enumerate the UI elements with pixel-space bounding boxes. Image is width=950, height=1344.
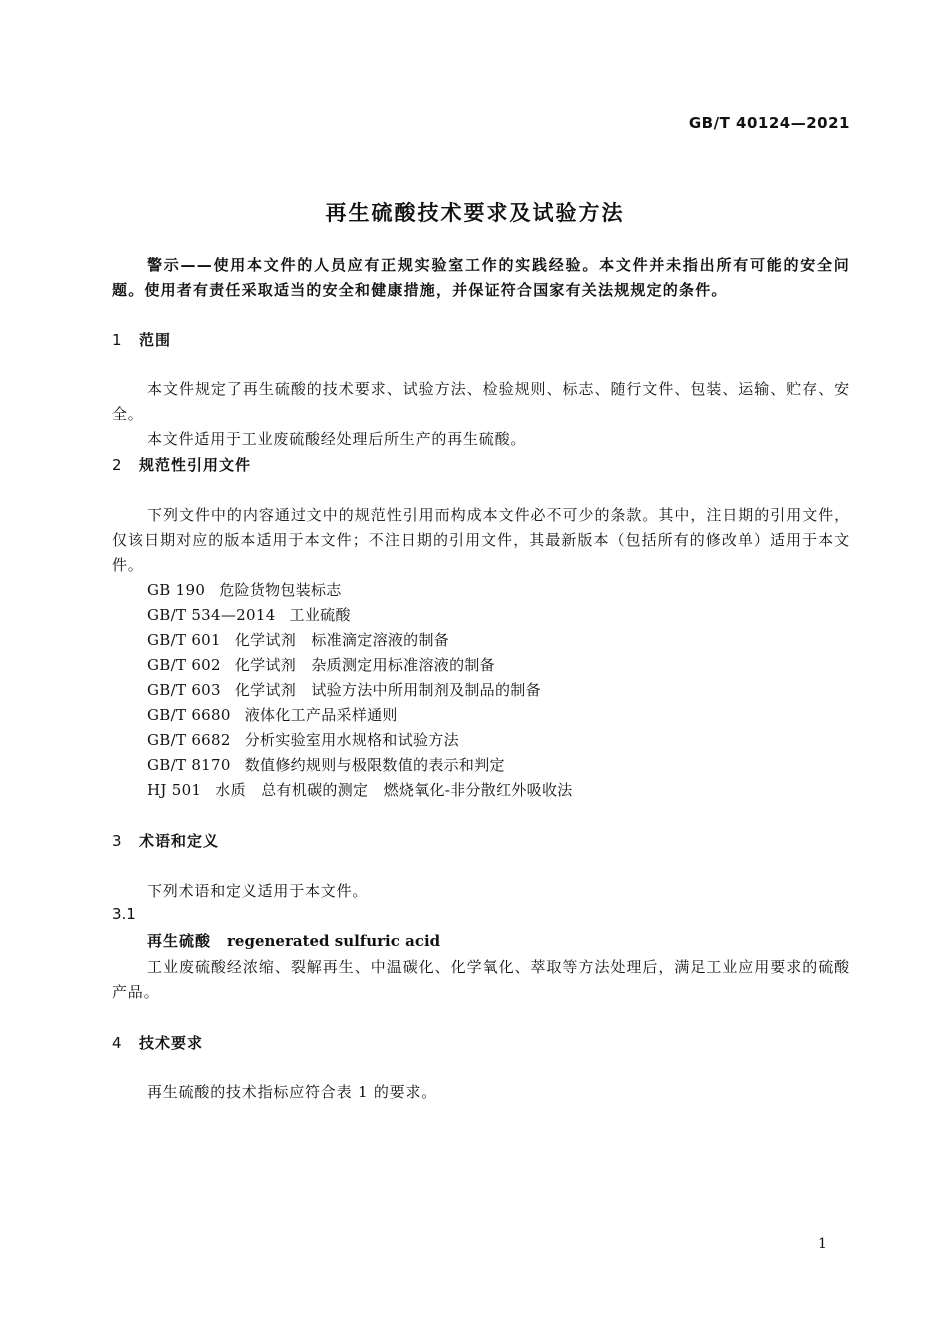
reference-item xyxy=(147,603,573,628)
reference-code: GB 190 xyxy=(147,581,206,599)
reference-title: 数值修约规则与极限数值的表示和判定 xyxy=(244,756,505,774)
section-title: 规范性引用文件 xyxy=(139,456,252,474)
reference-title: 化学试剂 标准滴定溶液的制备 xyxy=(234,631,450,649)
section-4-heading xyxy=(112,1032,203,1053)
reference-item xyxy=(147,653,573,678)
reference-code: GB/T 603 xyxy=(147,681,221,699)
section-title: 术语和定义 xyxy=(139,832,220,850)
requirements-text: 再生硫酸的技术指标应符合表 1 的要求。 xyxy=(147,1083,438,1101)
scope-paragraph-1: 本文件规定了再生硫酸的技术要求、试验方法、检验规则、标志、随行文件、包装、运输、贮存、安全。 xyxy=(112,380,850,423)
reference-title: 工业硫酸 xyxy=(289,606,351,624)
reference-item xyxy=(147,678,573,703)
reference-item xyxy=(147,728,573,753)
terms-intro: 下列术语和定义适用于本文件。 xyxy=(147,882,369,900)
term-name xyxy=(147,930,440,951)
reference-code: GB/T 6682 xyxy=(147,731,231,749)
reference-item xyxy=(147,753,573,778)
reference-list xyxy=(147,578,573,803)
term-entry-number: 3.1 xyxy=(112,905,136,923)
section-1-heading xyxy=(112,329,171,350)
reference-title: 化学试剂 杂质测定用标准溶液的制备 xyxy=(234,656,495,674)
reference-code: GB/T 6680 xyxy=(147,706,231,724)
reference-item xyxy=(147,703,573,728)
reference-title: 液体化工产品采样通则 xyxy=(244,706,398,724)
standard-code: GB/T 40124—2021 xyxy=(688,114,850,132)
page-number: 1 xyxy=(818,1236,827,1252)
term-definition: 工业废硫酸经浓缩、裂解再生、中温碳化、化学氧化、萃取等方法处理后，满足工业应用要求的硫酸产品。 xyxy=(112,958,850,1001)
section-title: 技术要求 xyxy=(139,1034,204,1052)
document-title: 再生硫酸技术要求及试验方法 xyxy=(325,201,625,225)
reference-code: GB/T 8170 xyxy=(147,756,231,774)
section-title: 范围 xyxy=(139,331,172,349)
reference-title: 危险货物包装标志 xyxy=(219,581,342,599)
normative-refs-intro: 下列文件中的内容通过文中的规范性引用而构成本文件必不可少的条款。其中，注日期的引用文件，仅该日期对应的版本适用于本文件；不注日期的引用文件，其最新版本（包括所有的修改单）适用于本文件。 xyxy=(112,506,850,574)
term-english: regenerated sulfuric acid xyxy=(227,932,441,950)
section-2-heading xyxy=(112,454,251,475)
reference-code: GB/T 601 xyxy=(147,631,221,649)
reference-title: 化学试剂 试验方法中所用制剂及制品的制备 xyxy=(234,681,541,699)
section-number: 2 xyxy=(112,456,123,474)
reference-item xyxy=(147,578,573,603)
reference-code: HJ 501 xyxy=(147,781,202,799)
scope-body xyxy=(112,377,850,452)
warning-paragraph: 警示——使用本文件的人员应有正规实验室工作的实践经验。本文件并未指出所有可能的安全问题。使用者有责任采取适当的安全和健康措施，并保证符合国家有关法规规定的条件。 xyxy=(112,256,850,299)
reference-title: 分析实验室用水规格和试验方法 xyxy=(244,731,459,749)
section-number: 4 xyxy=(112,1034,123,1052)
section-3-heading xyxy=(112,830,219,851)
reference-code: GB/T 602 xyxy=(147,656,221,674)
reference-code: GB/T 534—2014 xyxy=(147,606,276,624)
term-chinese: 再生硫酸 xyxy=(147,932,212,950)
scope-paragraph-2: 本文件适用于工业废硫酸经处理后所生产的再生硫酸。 xyxy=(147,430,527,448)
reference-item xyxy=(147,778,573,803)
reference-title: 水质 总有机碳的测定 燃烧氧化-非分散红外吸收法 xyxy=(215,781,573,799)
reference-item xyxy=(147,628,573,653)
section-number: 1 xyxy=(112,331,123,349)
section-number: 3 xyxy=(112,832,123,850)
